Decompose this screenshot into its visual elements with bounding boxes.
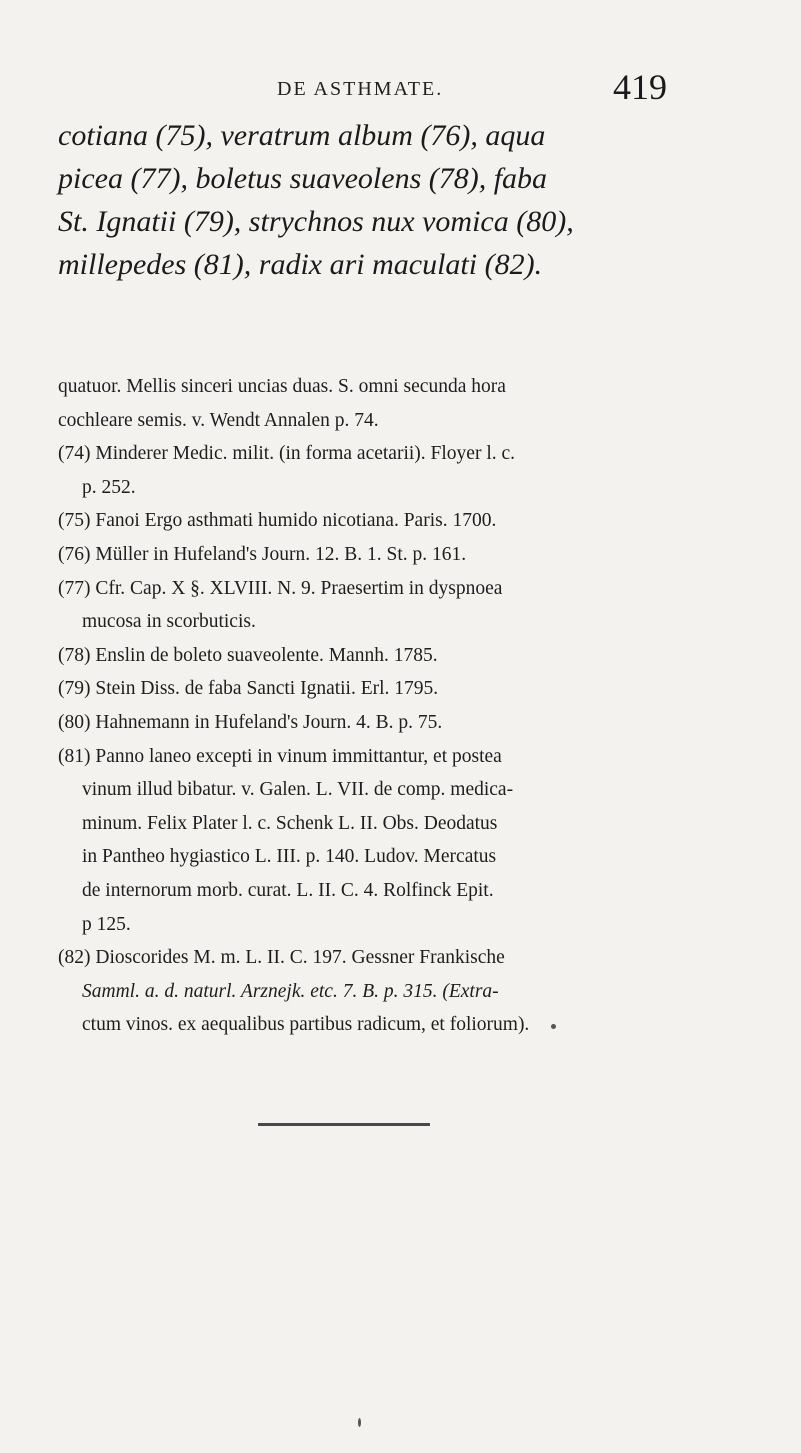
footnote-75: (75) Fanoi Ergo asthmati humido nicotiana. Paris. 1700. [58, 510, 497, 532]
main-text-line: millepedes (81), radix ari maculati (82). [58, 248, 543, 281]
footnote-line: vinum illud bibatur. v. Galen. L. VII. de comp. medica- [82, 779, 514, 801]
main-text-line: cotiana (75), veratrum album (76), aqua [58, 119, 546, 152]
footnote-line: (77) Cfr. Cap. X §. XLVIII. N. 9. Praesertim in dyspnoea [58, 577, 503, 599]
main-text-line: picea (77), boletus suaveolens (78), faba [58, 162, 548, 195]
footnote-78: (78) Enslin de boleto suaveolente. Mannh. 1785. [58, 644, 438, 666]
footnote-77 [58, 572, 754, 639]
footnote-line: minum. Felix Plater l. c. Schenk L. II. Obs. Deodatus [82, 812, 498, 834]
footnote-line: quatuor. Mellis sinceri uncias duas. S. omni secunda hora [58, 376, 506, 397]
footnote-line: ctum vinos. ex aequalibus partibus radicum, et foliorum). [82, 1014, 530, 1036]
footnote-79: (79) Stein Diss. de faba Sancti Ignatii. Erl. 1795. [58, 678, 439, 700]
footnote-82 [58, 941, 754, 1042]
footnote-line: Samml. a. d. naturl. Arznejk. etc. 7. B. p. 315. (Extra- [82, 980, 499, 1002]
footnote-line: (74) Minderer Medic. milit. (in forma acetarii). Floyer l. c. [58, 443, 516, 465]
decorative-rule [258, 1123, 430, 1126]
page-number: 419 [613, 67, 667, 107]
footnote-line: p 125. [82, 913, 131, 935]
main-text-block [58, 114, 758, 286]
footnote-line: in Pantheo hygiastico L. III. p. 140. Ludov. Mercatus [82, 846, 497, 868]
footnote-line: mucosa in scorbuticis. [82, 611, 256, 633]
footnote-80: (80) Hahnemann in Hufeland's Journ. 4. B. p. 75. [58, 711, 443, 733]
main-text-line: St. Ignatii (79), strychnos nux vomica (80), [58, 205, 574, 238]
footnote-line: (81) Panno laneo excepti in vinum immittantur, et postea [58, 745, 502, 767]
footnote-intro [58, 370, 754, 437]
footnote-76: (76) Müller in Hufeland's Journ. 12. B. 1. St. p. 161. [58, 543, 467, 565]
footnote-line: (82) Dioscorides M. m. L. II. C. 197. Gessner Frankische [58, 947, 505, 969]
ink-speck [358, 1418, 361, 1427]
footnote-74 [58, 437, 754, 504]
footnote-81 [58, 740, 754, 942]
running-title: DE ASTHMATE. [277, 78, 444, 100]
footnote-line: p. 252. [82, 476, 136, 498]
ink-speck [551, 1024, 556, 1029]
footnotes [58, 370, 754, 1042]
footnote-line: cochleare semis. v. Wendt Annalen p. 74. [58, 409, 379, 431]
footnote-line: de internorum morb. curat. L. II. C. 4. Rolfinck Epit. [82, 879, 494, 901]
